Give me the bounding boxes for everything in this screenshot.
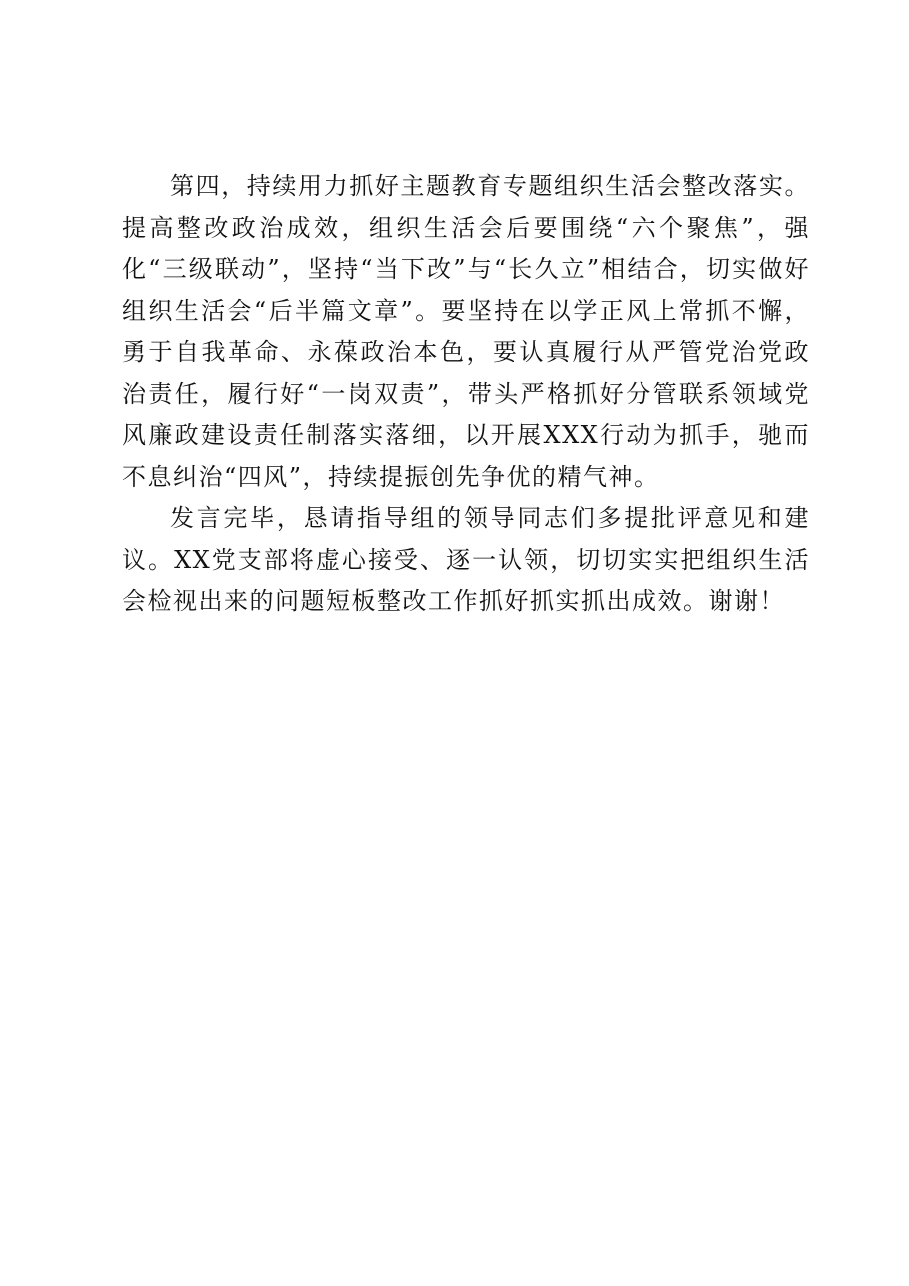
paragraph-rectification: 第四，持续用力抓好主题教育专题组织生活会整改落实。提高整改政治成效，组织生活会后要围绕“六个聚焦”，强化“三级联动”，坚持“当下改”与“长久立”相结合，切实做好组织生活会“后半篇文章”。要坚持在以学正风上常抓不懈，勇于自我革命、永葆政治本色，要认真履行从严管党治党政治责任，履行好“一岗双责”，带头严格抓好分管联系领域党风廉政建设责任制落实落细，以开展XXX行动为抓手，驰而不息纠治“四风”，持续提振创先争优的精气神。 — [122, 172, 810, 491]
document-body — [122, 166, 810, 623]
paragraph-closing: 发言完毕，恳请指导组的领导同志们多提批评意见和建议。XX党支部将虚心接受、逐一认领，切切实实把组织生活会检视出来的问题短板整改工作抓好抓实抓出成效。谢谢！ — [122, 504, 810, 615]
